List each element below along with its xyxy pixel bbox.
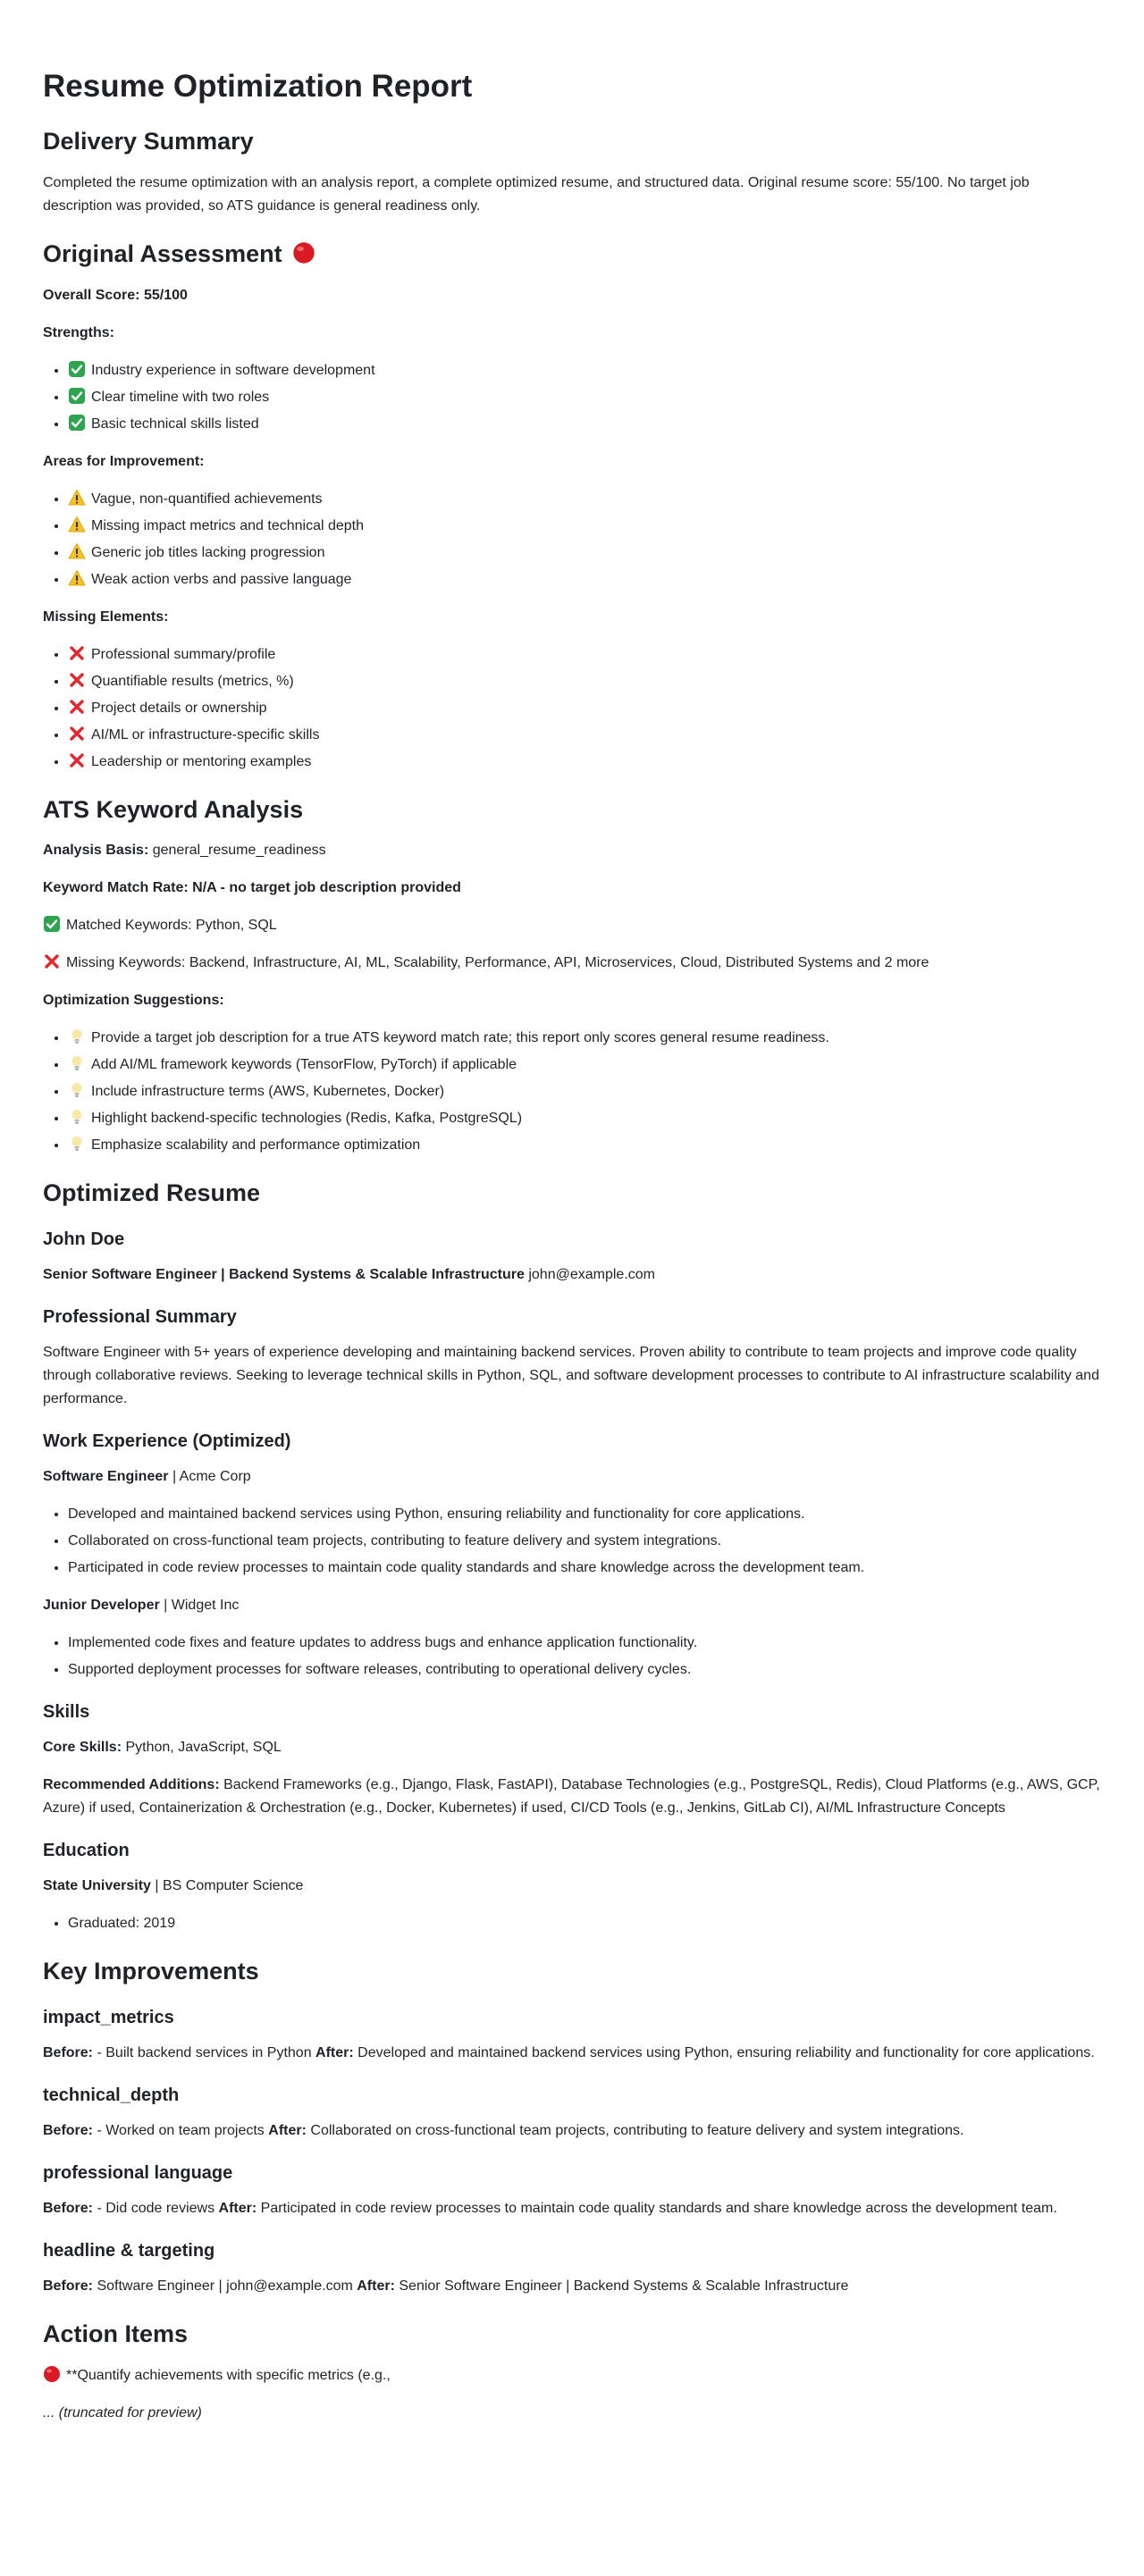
matched-keywords: Matched Keywords: Python, SQL [43, 914, 1101, 937]
list-item: • Clear timeline with two roles [68, 386, 1101, 409]
delivery-summary-text: Completed the resume optimization with an analysis report, a complete optimized resume, and structured data. Original resume score: 55/100. No target job description was provided, so ATS guidance is general readiness only. [43, 174, 1030, 214]
cross-mark-icon [68, 725, 86, 743]
analysis-basis: Analysis Basis: general_resume_readiness [43, 843, 326, 859]
improvement-name: impact_metrics [43, 2007, 174, 2027]
ats-heading: ATS Keyword Analysis [43, 795, 304, 823]
professional-summary-text: Software Engineer with 5+ years of experience developing and maintaining backend services. Proven ability to contribute to team projects and improve code quality through collaborative reviews. Seeking to leverage technical skills in Python, SQL, and software development processes to contribute to AI infrastructure scalability and performance. [43, 1345, 1099, 1406]
improvement-before-after: Before: - Worked on team projects After: Collaborated on cross-functional team projects, contributing to feature delivery and system integrations. [43, 2122, 964, 2138]
optimized-resume-heading: Optimized Resume [43, 1179, 261, 1207]
light-bulb-icon [68, 1108, 86, 1126]
list-item: • Missing impact metrics and technical depth [68, 515, 1101, 538]
list-item: • Add AI/ML framework keywords (TensorFlow, PyTorch) if applicable [68, 1053, 1101, 1077]
overall-score: Overall Score: 55/100 [43, 287, 188, 303]
education-heading: Education [43, 1841, 130, 1860]
red-circle-icon [292, 241, 315, 264]
original-assessment-label: Original Assessment [43, 239, 282, 267]
list-item: • Industry experience in software development [68, 359, 1101, 382]
list-item: • Weak action verbs and passive language [68, 568, 1101, 592]
report-title: Resume Optimization Report [43, 69, 473, 104]
improvement-name: headline & targeting [43, 2240, 215, 2261]
light-bulb-icon [68, 1028, 86, 1045]
missing-elements-label: Missing Elements: [43, 608, 169, 625]
skills-heading: Skills [43, 1702, 90, 1722]
action-items-heading: Action Items [43, 2320, 189, 2347]
list-item: • Supported deployment processes for software releases, contributing to operational delivery cycles. [68, 1658, 1101, 1682]
strengths-label: Strengths: [43, 324, 114, 340]
list-item: • Vague, non-quantified achievements [68, 488, 1101, 511]
warning-icon [68, 542, 86, 560]
improvement-label: Areas for Improvement: [43, 453, 205, 469]
check-mark-icon [68, 414, 86, 432]
recommended-additions: Recommended Additions: Backend Frameworks (e.g., Django, Flask, FastAPI), Database Technologies (e.g., PostgreSQL, Redis), Cloud Platforms (e.g., AWS, GCP, Azure) if used, Containerization & Orchestration (e.g., Docker, Kubernetes) if used, CI/CD Tools (e.g., Jenkins, GitLab CI), AI/ML Infrastructure Concepts [43, 1777, 1100, 1816]
list-item: • Emphasize scalability and performance optimization [68, 1134, 1101, 1157]
list-item: • Developed and maintained backend services using Python, ensuring reliability and functionality for core applications. [68, 1503, 1101, 1526]
keyword-match-rate: Keyword Match Rate: N/A - no target job description provided [43, 880, 461, 896]
improvement-name: professional language [43, 2162, 233, 2183]
check-mark-icon [68, 360, 86, 378]
warning-icon [68, 516, 86, 533]
contact-email: john@example.com [528, 1267, 655, 1282]
list-item: • Implemented code fixes and feature updates to address bugs and enhance application functionality. [68, 1632, 1101, 1655]
work-experience-heading: Work Experience (Optimized) [43, 1431, 291, 1451]
list-item: • Basic technical skills listed [68, 413, 1101, 436]
core-skills: Core Skills: Python, JavaScript, SQL [43, 1740, 282, 1755]
cross-mark-icon [68, 671, 86, 689]
action-item: **Quantify achievements with specific metrics (e.g., [43, 2364, 1101, 2387]
light-bulb-icon [68, 1135, 86, 1153]
education-line: State University | BS Computer Science [43, 1878, 304, 1893]
light-bulb-icon [68, 1054, 86, 1072]
missing-elements-list [43, 643, 1101, 774]
list-item: • Provide a target job description for a true ATS keyword match rate; this report only scores general resume readiness. [68, 1027, 1101, 1050]
improvement-before-after: Before: - Built backend services in Python After: Developed and maintained backend services using Python, ensuring reliability and functionality for core applications. [43, 2044, 1095, 2060]
cross-mark-icon [43, 952, 61, 970]
list-item: • Project details or ownership [68, 697, 1101, 720]
list-item: • Highlight backend-specific technologies (Redis, Kafka, PostgreSQL) [68, 1107, 1101, 1130]
truncated-note: ... (truncated for preview) [43, 2404, 202, 2421]
resume-headline: Senior Software Engineer | Backend Systems & Scalable Infrastructure john@example.com [43, 1267, 655, 1282]
cross-mark-icon [68, 751, 86, 769]
suggestions-list [43, 1027, 1101, 1157]
list-item: • Quantifiable results (metrics, %) [68, 670, 1101, 693]
job-title-line: Software Engineer | Acme Corp [43, 1469, 251, 1484]
education-bullets [43, 1912, 1101, 1935]
job-bullets [43, 1632, 1101, 1682]
delivery-summary-heading: Delivery Summary [43, 128, 254, 155]
improvement-list [43, 488, 1101, 592]
red-circle-icon [43, 2365, 61, 2383]
cross-mark-icon [68, 698, 86, 716]
candidate-name: John Doe [43, 1229, 125, 1249]
improvement-before-after: Before: - Did code reviews After: Participated in code review processes to maintain code quality standards and share knowledge across the development team. [43, 2200, 1057, 2216]
list-item: • Professional summary/profile [68, 643, 1101, 667]
list-item: • Graduated: 2019 [68, 1912, 1101, 1935]
optimization-suggestions-label: Optimization Suggestions: [43, 993, 224, 1009]
professional-summary-heading: Professional Summary [43, 1307, 237, 1327]
job-bullets [43, 1503, 1101, 1580]
key-improvements-heading: Key Improvements [43, 1958, 259, 1984]
improvement-name: technical_depth [43, 2085, 180, 2105]
list-item: • Generic job titles lacking progression [68, 541, 1101, 565]
warning-icon [68, 489, 86, 507]
list-item: • Participated in code review processes to maintain code quality standards and share knowledge across the development team. [68, 1557, 1101, 1580]
check-mark-icon [43, 915, 61, 933]
check-mark-icon [68, 387, 86, 405]
job-title-line: Junior Developer | Widget Inc [43, 1598, 240, 1613]
improvement-before-after: Before: Software Engineer | john@example.com After: Senior Software Engineer | Backend Systems & Scalable Infrastructure [43, 2278, 849, 2294]
missing-keywords: Missing Keywords: Backend, Infrastructure, AI, ML, Scalability, Performance, API, Microservices, Cloud, Distributed Systems and 2 more [43, 952, 1101, 975]
warning-icon [68, 569, 86, 587]
list-item: • AI/ML or infrastructure-specific skills [68, 724, 1101, 747]
list-item: • Collaborated on cross-functional team projects, contributing to feature delivery and system integrations. [68, 1530, 1101, 1553]
light-bulb-icon [68, 1081, 86, 1099]
list-item: • Leadership or mentoring examples [68, 751, 1101, 774]
list-item: • Include infrastructure terms (AWS, Kubernetes, Docker) [68, 1080, 1101, 1103]
cross-mark-icon [68, 644, 86, 662]
original-assessment-heading [43, 239, 1101, 270]
strengths-list [43, 359, 1101, 436]
